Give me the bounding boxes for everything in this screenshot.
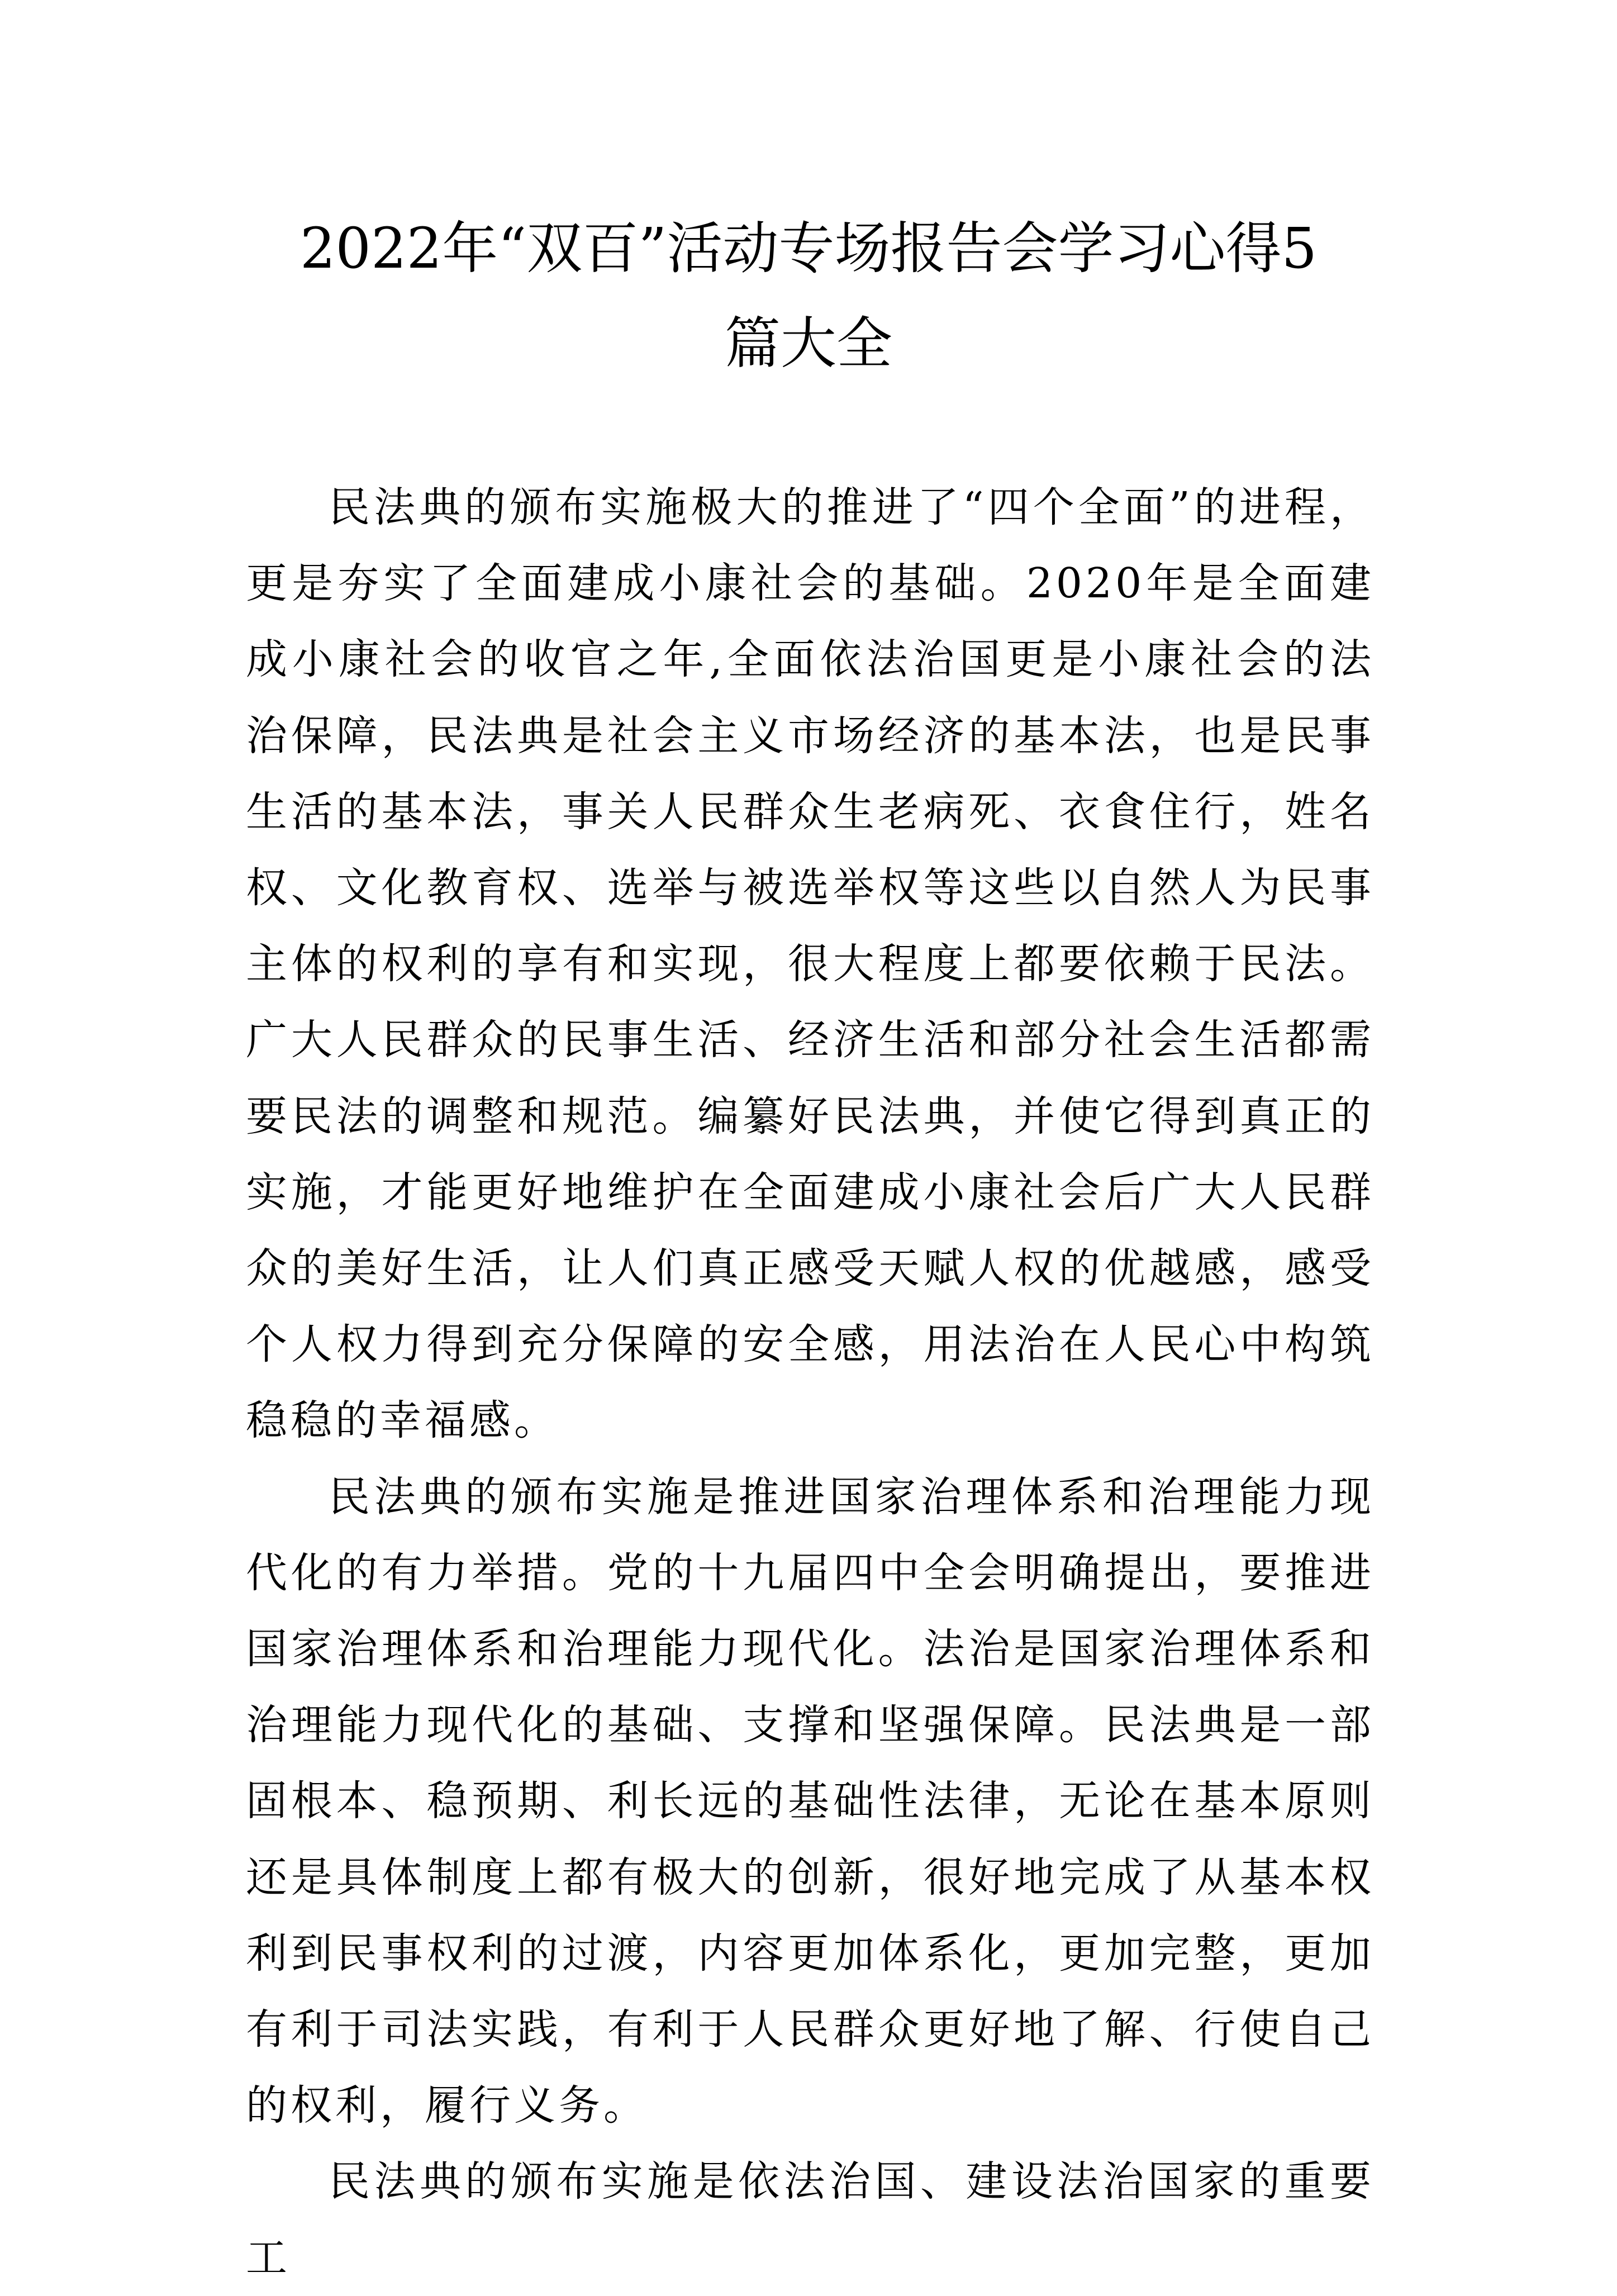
title-line-1: 2022年“双百”活动专场报告会学习心得5 <box>299 216 1318 281</box>
document-body <box>246 469 1375 2296</box>
paragraph-2: 民法典的颁布实施是推进国家治理体系和治理能力现代化的有力举措。党的十九届四中全会明确提出，要推进国家治理体系和治理能力现代化。法治是国家治理体系和治理能力现代化的基础、支撑和坚强保障。民法典是一部固根本、稳预期、利长远的基础性法律，无论在基本原则还是具体制度上都有极大的创新，很好地完成了从基本权利到民事权利的过渡，内容更加体系化，更加完整，更加有利于司法实践，有利于人民群众更好地了解、行使自己的权利，履行义务。 <box>246 1472 1375 2130</box>
paragraph-1: 民法典的颁布实施极大的推进了“四个全面”的进程，更是夯实了全面建成小康社会的基础。2020年是全面建成小康社会的收官之年,全面依法治国更是小康社会的法治保障，民法典是社会主义市场经济的基本法，也是民事生活的基本法，事关人民群众生老病死、衣食住行，姓名权、文化教育权、选举与被选举权等这些以自然人为民事主体的权利的享有和实现，很大程度上都要依赖于民法。广大人民群众的民事生活、经济生活和部分社会生活都需要民法的调整和规范。编纂好民法典，并使它得到真正的实施，才能更好地维护在全面建成小康社会后广大人民群众的美好生活，让人们真正感受天赋人权的优越感，感受个人权力得到充分保障的安全感，用法治在人民心中构筑稳稳的幸福感。 <box>246 483 1375 1445</box>
document-title <box>246 201 1371 391</box>
title-line-2: 篇大全 <box>725 311 892 376</box>
paragraph-3: 民法典的颁布实施是依法治国、建设法治国家的重要工 <box>246 2157 1375 2282</box>
